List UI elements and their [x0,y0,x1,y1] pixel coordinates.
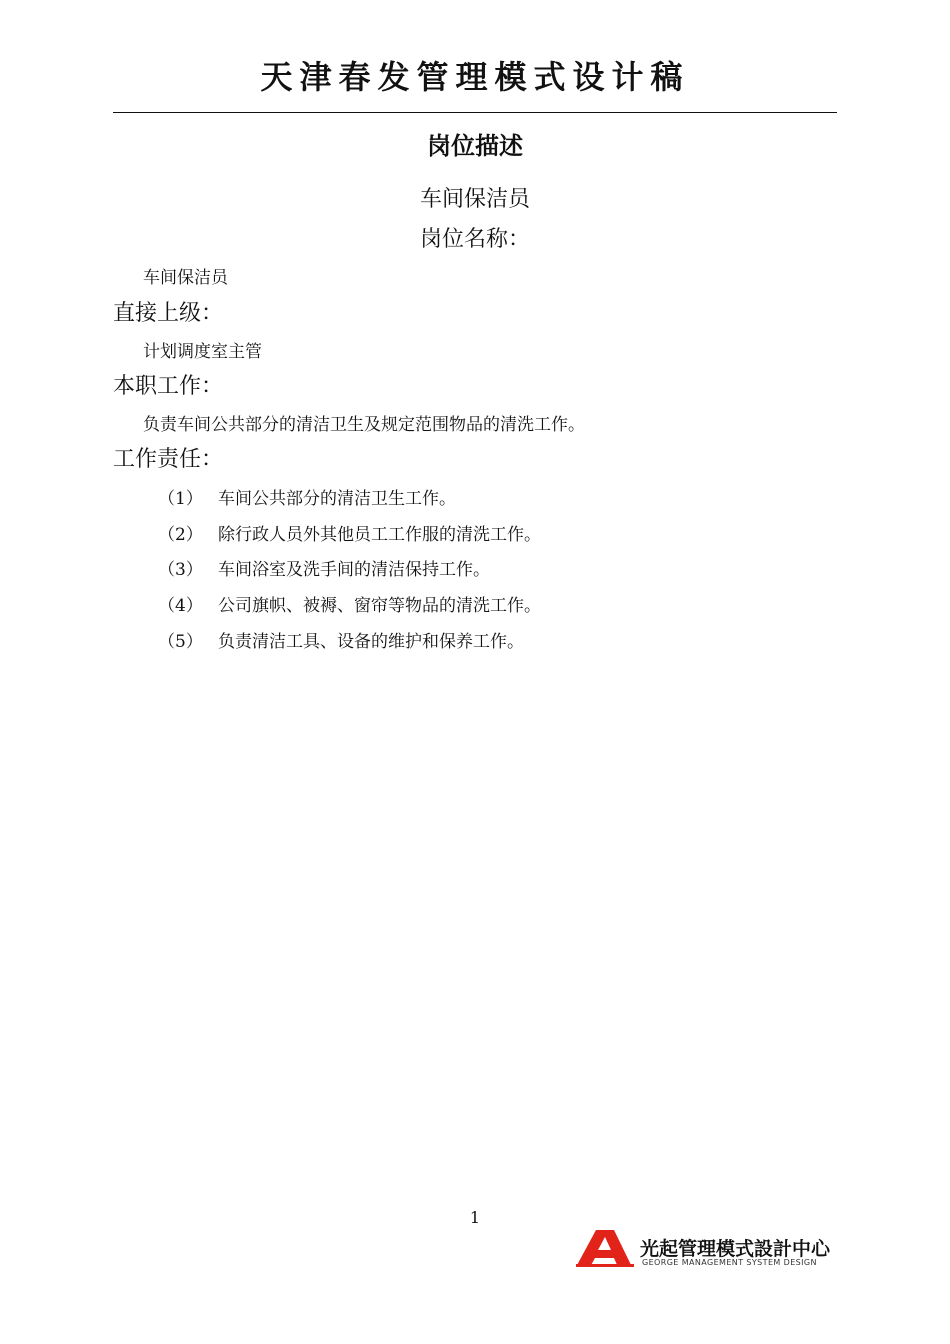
company-logo [576,1228,836,1268]
supervisor-label: 直接上级： [113,301,224,326]
document-title: 岗位描述 [427,132,523,160]
page-number: 1 [469,1208,481,1227]
duty-value: 负责车间公共部分的清洁卫生及规定范围物品的清洗工作。 [143,415,585,435]
position-name-value-centered: 车间保洁员 [419,187,530,212]
list-item [158,520,541,545]
position-name-value: 车间保洁员 [143,268,228,288]
header-divider [113,112,837,113]
supervisor-value: 计划调度室主管 [143,342,262,362]
list-item [158,555,490,580]
duty-label: 本职工作： [113,374,224,399]
list-item [158,627,524,652]
list-item-number: （3） [158,560,203,580]
list-item-text: 车间浴室及洗手间的清洁保持工作。 [218,560,490,580]
list-item-text: 车间公共部分的清洁卫生工作。 [218,489,456,509]
list-item-number: （4） [158,596,203,616]
list-item-text: 负责清洁工具、设备的维护和保养工作。 [218,632,524,652]
list-item-text: 公司旗帜、被褥、窗帘等物品的清洗工作。 [218,596,541,616]
list-item [158,484,456,509]
position-name-label: 岗位名称： [419,227,530,252]
list-item-number: （5） [158,632,203,652]
logo-text-english: GEORGE MANAGEMENT SYSTEM DESIGN [642,1258,817,1267]
list-item-text: 除行政人员外其他员工工作服的清洗工作。 [218,525,541,545]
header-title: 天津春发管理模式设计稿 [260,58,690,96]
logo-text-chinese: 光起管理模式設計中心 [640,1238,831,1260]
logo-a-icon [576,1228,634,1268]
list-item-number: （2） [158,525,203,545]
responsibilities-label: 工作责任： [113,447,224,472]
list-item-number: （1） [158,489,203,509]
logo-a-base-stripe [576,1264,634,1267]
list-item [158,591,541,616]
